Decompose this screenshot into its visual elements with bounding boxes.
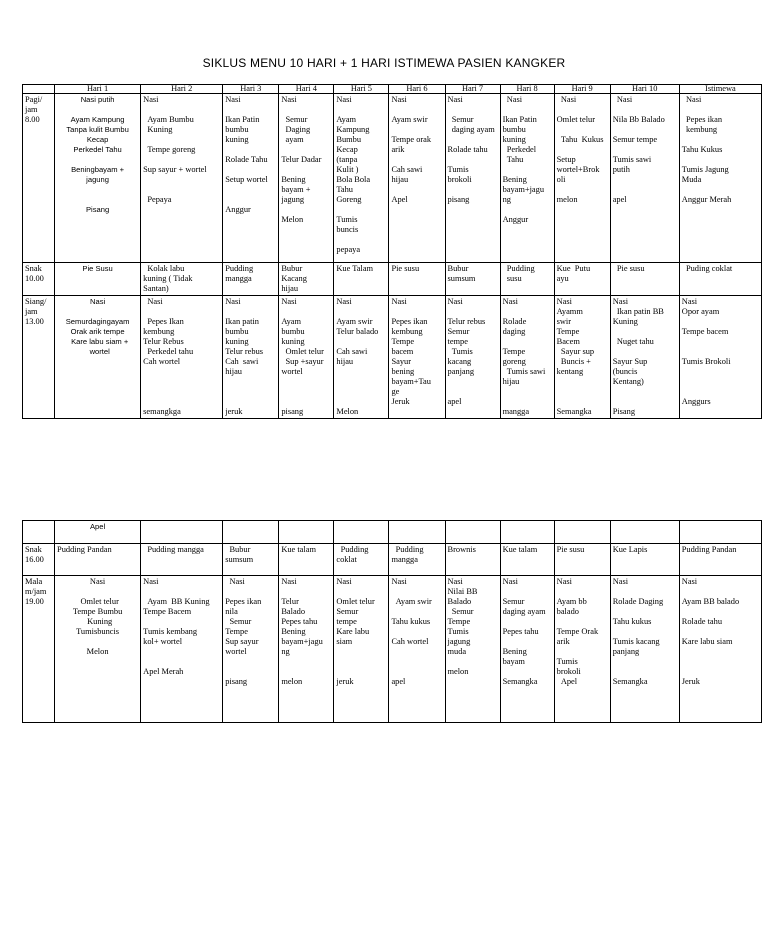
- header-cell: Hari 5: [334, 85, 389, 94]
- menu-cell: Kue talam: [500, 544, 554, 576]
- header-cell: Hari 2: [141, 85, 223, 94]
- menu-cell: Nasi Nila Bb Balado Semur tempe Tumis sawi putih apel: [610, 94, 679, 263]
- menu-cell: Pudding mangga: [141, 544, 223, 576]
- menu-cell: Pie susu: [610, 263, 679, 296]
- table-row: [23, 296, 762, 419]
- menu-cell: [223, 521, 279, 544]
- meal-time-cell: Siang/ jam 13.00: [23, 296, 55, 419]
- menu-cell: Pudding susu: [500, 263, 554, 296]
- menu-cell: Nasi Telur rebus Semur tempe Tumis kacang panjang apel: [445, 296, 500, 419]
- menu-cell: Pudding coklat: [334, 544, 389, 576]
- menu-cell: Nasi Ayam Kampung Bumbu Kecap (tanpa Kulit ) Bola Bola Tahu Goreng Tumis buncis pepaya: [334, 94, 389, 263]
- menu-cell: Nasi Ikan Patin bumbu kuning Perkedel Tahu Bening bayam+jagu ng Anggur: [500, 94, 554, 263]
- menu-cell: Nasi Rolade daging Tempe goreng Tumis sawi hijau mangga: [500, 296, 554, 419]
- menu-cell: Nasi Pepes Ikan kembung Telur Rebus Perkedel tahu Cah wortel semangkga: [141, 296, 223, 419]
- table-row: [23, 576, 762, 723]
- menu-cell: Apel: [55, 521, 141, 544]
- menu-cell: Pie Susu: [55, 263, 141, 296]
- menu-cell: Pudding Pandan: [679, 544, 761, 576]
- menu-cell: [279, 521, 334, 544]
- menu-cell: Nasi Semur daging ayam Pepes tahu Bening bayam Semangka: [500, 576, 554, 723]
- menu-cell: Kue Putu ayu: [554, 263, 610, 296]
- table-row: [23, 94, 762, 263]
- table-row: [23, 544, 762, 576]
- menu-cell: Nasi Semur daging ayam Rolade tahu Tumis brokoli pisang: [445, 94, 500, 263]
- header-cell: Hari 7: [445, 85, 500, 94]
- menu-cell: Pudding Pandan: [55, 544, 141, 576]
- header-row: [23, 85, 762, 94]
- header-cell: Hari 8: [500, 85, 554, 94]
- menu-cell: Nasi Pepes ikan kembung Tempe bacem Sayur bening bayam+Tau ge Jeruk: [389, 296, 445, 419]
- header-cell: Istimewa: [679, 85, 761, 94]
- menu-cell: Nasi Ayamm swir Tempe Bacem Sayur sup Buncis + kentang Semangka: [554, 296, 610, 419]
- menu-cell: Nasi Ayam Bumbu Kuning Tempe goreng Sup sayur + wortel Pepaya: [141, 94, 223, 263]
- header-cell: Hari 6: [389, 85, 445, 94]
- menu-cell: Nasi Pepes ikan nila Semur Tempe Sup sayur wortel pisang: [223, 576, 279, 723]
- menu-cell: Nasi Rolade Daging Tahu kukus Tumis kacang panjang Semangka: [610, 576, 679, 723]
- menu-cell: [610, 521, 679, 544]
- menu-cell: Bubur sumsum: [445, 263, 500, 296]
- menu-cell: [554, 521, 610, 544]
- menu-cell: Nasi Omlet telur Tahu Kukus Setup wortel+Brok oli melon: [554, 94, 610, 263]
- menu-cell: Nasi Ayam bumbu kuning Omlet telur Sup +sayur wortel pisang: [279, 296, 334, 419]
- meal-time-cell: [23, 521, 55, 544]
- meal-time-cell: Mala m/jam 19.00: [23, 576, 55, 723]
- menu-cell: Nasi Omlet telur Tempe Bumbu Kuning Tumisbuncis Melon: [55, 576, 141, 723]
- menu-cell: Nasi Semur Daging ayam Telur Dadar Bening bayam + jagung Melon: [279, 94, 334, 263]
- menu-cell: Nasi Omlet telur Semur tempe Kare labu siam jeruk: [334, 576, 389, 723]
- menu-cell: Nasi Ikan patin BB Kuning Nuget tahu Sayur Sup (buncis Kentang) Pisang: [610, 296, 679, 419]
- menu-cell: [141, 521, 223, 544]
- menu-cell: Nasi Opor ayam Tempe bacem Tumis Brokoli Anggurs: [679, 296, 761, 419]
- menu-cell: Nasi Ayam swir Tempe orak arik Cah sawi hijau Apel: [389, 94, 445, 263]
- menu-cell: Pie susu: [389, 263, 445, 296]
- menu-cell: Kue Lapis: [610, 544, 679, 576]
- menu-cell: Nasi Ikan Patin bumbu kuning Rolade Tahu Setup wortel Anggur: [223, 94, 279, 263]
- menu-cell: Pudding mangga: [389, 544, 445, 576]
- menu-cell: [679, 521, 761, 544]
- menu-cell: Bubur Kacang hijau: [279, 263, 334, 296]
- menu-table-1: [22, 84, 762, 419]
- menu-cell: Nasi Ikan patin bumbu kuning Telur rebus Cah sawi hijau jeruk: [223, 296, 279, 419]
- menu-cell: Nasi Pepes ikan kembung Tahu Kukus Tumis Jagung Muda Anggur Merah: [679, 94, 761, 263]
- meal-time-cell: Snak 16.00: [23, 544, 55, 576]
- menu-cell: Bubur sumsum: [223, 544, 279, 576]
- menu-cell: [389, 521, 445, 544]
- header-cell: Hari 3: [223, 85, 279, 94]
- menu-cell: Nasi Ayam swir Tahu kukus Cah wortel apel: [389, 576, 445, 723]
- header-cell: Hari 4: [279, 85, 334, 94]
- table-row: [23, 263, 762, 296]
- menu-cell: Nasi Telur Balado Pepes tahu Bening bayam+jagu ng melon: [279, 576, 334, 723]
- meal-time-cell: Pagi/ jam 8.00: [23, 94, 55, 263]
- menu-cell: Brownis: [445, 544, 500, 576]
- menu-cell: Kue Talam: [334, 263, 389, 296]
- page-title: SIKLUS MENU 10 HARI + 1 HARI ISTIMEWA PASIEN KANGKER: [202, 56, 566, 70]
- table-row: [23, 521, 762, 544]
- menu-cell: Nasi Ayam BB balado Rolade tahu Kare labu siam Jeruk: [679, 576, 761, 723]
- header-cell: Hari 9: [554, 85, 610, 94]
- menu-cell: Nasi Ayam bb balado Tempe Orak arik Tumis brokoli Apel: [554, 576, 610, 723]
- menu-cell: Kolak labu kuning ( Tidak Santan): [141, 263, 223, 296]
- menu-cell: [500, 521, 554, 544]
- menu-cell: Nasi Ayam BB Kuning Tempe Bacem Tumis kembang kol+ wortel Apel Merah: [141, 576, 223, 723]
- meal-time-cell: Snak 10.00: [23, 263, 55, 296]
- menu-cell: Pie susu: [554, 544, 610, 576]
- menu-cell: [445, 521, 500, 544]
- header-cell: [23, 85, 55, 94]
- header-cell: Hari 1: [55, 85, 141, 94]
- menu-table-2: [22, 520, 762, 723]
- menu-cell: Nasi Ayam swir Telur balado Cah sawi hijau Melon: [334, 296, 389, 419]
- header-cell: Hari 10: [610, 85, 679, 94]
- menu-cell: Nasi Semurdagingayam Orak arik tempe Kare labu siam + wortel: [55, 296, 141, 419]
- menu-cell: Nasi Nilai BB Balado Semur Tempe Tumis jagung muda melon: [445, 576, 500, 723]
- menu-cell: Kue talam: [279, 544, 334, 576]
- menu-cell: [334, 521, 389, 544]
- menu-cell: Pudding mangga: [223, 263, 279, 296]
- menu-cell: Nasi putih Ayam Kampung Tanpa kulit Bumbu Kecap Perkedel Tahu Beningbayam + jagung Pisang: [55, 94, 141, 263]
- menu-cell: Puding coklat: [679, 263, 761, 296]
